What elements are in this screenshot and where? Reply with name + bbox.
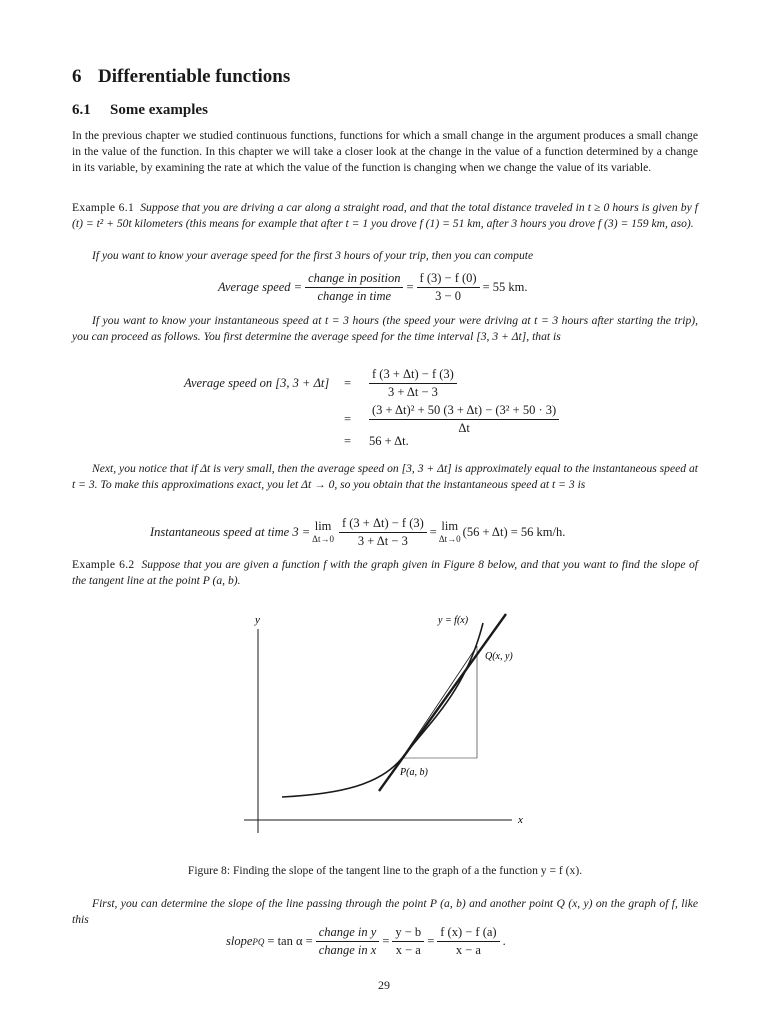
denominator: change in x xyxy=(318,943,377,957)
fraction xyxy=(392,925,424,958)
denominator: 3 + Δt − 3 xyxy=(357,534,408,548)
next-paragraph: Next, you notice that if Δt is very small, then the average speed on [3, 3 + Δt] is approximately equal to the instantaneous speed at t = 3. To make this approximations exact, you let Δt → 0, so you obtain that the instantaneous speed at t = 3 is xyxy=(72,462,698,491)
numerator: change in y xyxy=(316,925,380,942)
eq-rhs: (56 + Δt) = 56 km/h. xyxy=(462,525,566,539)
fraction xyxy=(339,516,427,549)
subsection-heading xyxy=(72,102,208,119)
equals: = xyxy=(344,434,352,448)
eq-lhs: Instantaneous speed at time 3 = xyxy=(150,525,311,539)
denominator: 3 − 0 xyxy=(435,289,461,303)
figure-caption: Figure 8: Finding the slope of the tangent line to the graph of a the function y = f (x). xyxy=(187,864,583,877)
denominator: Δt xyxy=(458,421,470,435)
period: . xyxy=(502,934,506,948)
point-q-label: Q(x, y) xyxy=(485,651,513,662)
denominator: x − a xyxy=(455,943,481,957)
subsection-number: 6.1 xyxy=(72,102,91,118)
fraction xyxy=(316,925,380,958)
lim-subscript: Δt→0 xyxy=(312,533,334,544)
equals: = xyxy=(429,525,437,539)
point-p-label: P(a, b) xyxy=(400,767,428,778)
figure-8 xyxy=(240,605,540,840)
numerator: f (x) − f (a) xyxy=(437,925,499,942)
instantaneous-equation xyxy=(150,516,565,549)
subsection-title: Some examples xyxy=(110,102,208,118)
fraction xyxy=(417,271,480,304)
example-line2: If you want to know your average speed for the first 3 hours of your trip, then you can compute xyxy=(92,249,534,262)
lim-text: lim xyxy=(314,518,332,533)
equals: = xyxy=(406,280,414,294)
equals: = xyxy=(382,934,390,948)
closing-paragraph: First, you can determine the slope of the line passing through the point P (a, b) and another point Q (x, y) on the graph of f, like this xyxy=(72,897,698,926)
intro-paragraph: In the previous chapter we studied continuous functions, functions for which a small change in the argument produces a small change in the value of the function. In this chapter we will take a closer look at the change in the value of a function determined by a change in its variable, by examining the rate at which the value of the function is changing when we change the value of its variable. xyxy=(72,129,698,174)
section-number: 6 xyxy=(72,66,82,87)
y-axis-label: y xyxy=(255,614,260,626)
numerator: f (3 + Δt) − f (3) xyxy=(369,367,457,384)
example-6-2 xyxy=(72,557,698,589)
example-label: Example 6.2 xyxy=(72,558,135,571)
instantaneous-intro: If you want to know your instantaneous speed at t = 3 hours (the speed your were driving at t = 3 hours after starting the trip), you can proceed as follows. You first determine the average speed for the time interval [3, 3 + Δt], that is xyxy=(72,314,698,343)
lim-text: lim xyxy=(441,518,459,533)
numerator: (3 + Δt)² + 50 (3 + Δt) − (3² + 50 · 3) xyxy=(369,403,559,420)
numerator: f (3 + Δt) − f (3) xyxy=(339,516,427,533)
secant-line xyxy=(402,646,477,758)
fraction xyxy=(369,367,457,400)
example-label: Example 6.1 xyxy=(72,201,135,214)
example-text: Suppose that you are given a function f with the graph given in Figure 8 below, and that you want to find the slope of the tangent line at the point P (a, b). xyxy=(72,558,698,587)
example-text: Suppose that you are driving a car along a straight road, and that the total distance traveled in t ≥ 0 hours is given by f (t) = t² + 50t kilometers (this means for example that after t = 1 you drove f (1) = 51 km, after 3 hours you drove f (3) = 159 km, aso). xyxy=(72,201,699,230)
denominator: change in time xyxy=(317,289,392,303)
eq-lhs: Average speed on [3, 3 + Δt] xyxy=(184,376,330,390)
fraction xyxy=(305,271,403,304)
equals: = xyxy=(344,376,352,390)
section-title: Differentiable functions xyxy=(98,66,291,87)
tangent-line xyxy=(379,614,506,791)
numerator: change in position xyxy=(305,271,403,288)
x-axis-label: x xyxy=(518,814,523,826)
equals: = xyxy=(344,412,352,426)
numerator: f (3) − f (0) xyxy=(417,271,480,288)
fraction xyxy=(437,925,499,958)
section-heading xyxy=(72,66,290,88)
curve-label: y = f(x) xyxy=(438,615,469,626)
slope-symbol: slope xyxy=(226,934,253,948)
slope-subscript: PQ xyxy=(252,936,265,947)
slope-equation xyxy=(226,925,506,958)
avg-on-row2 xyxy=(344,403,562,436)
limit xyxy=(312,520,334,546)
page-number: 29 xyxy=(378,978,390,992)
lim-subscript: Δt→0 xyxy=(438,533,461,544)
avg-on-row3 xyxy=(344,434,409,449)
numerator: y − b xyxy=(392,925,424,942)
equals: = xyxy=(427,934,435,948)
eq-rhs: = 55 km. xyxy=(482,280,528,294)
average-speed-equation xyxy=(218,271,527,304)
denominator: x − a xyxy=(395,943,421,957)
limit xyxy=(439,520,461,546)
eq-lhs: Average speed = xyxy=(218,280,303,294)
avg-on-row1 xyxy=(184,367,460,400)
eq-rhs: 56 + Δt. xyxy=(369,434,409,448)
function-curve xyxy=(282,623,483,797)
denominator: 3 + Δt − 3 xyxy=(387,385,438,399)
tan-alpha: = tan α = xyxy=(267,934,313,948)
fraction xyxy=(369,403,559,436)
example-6-1 xyxy=(72,200,698,232)
